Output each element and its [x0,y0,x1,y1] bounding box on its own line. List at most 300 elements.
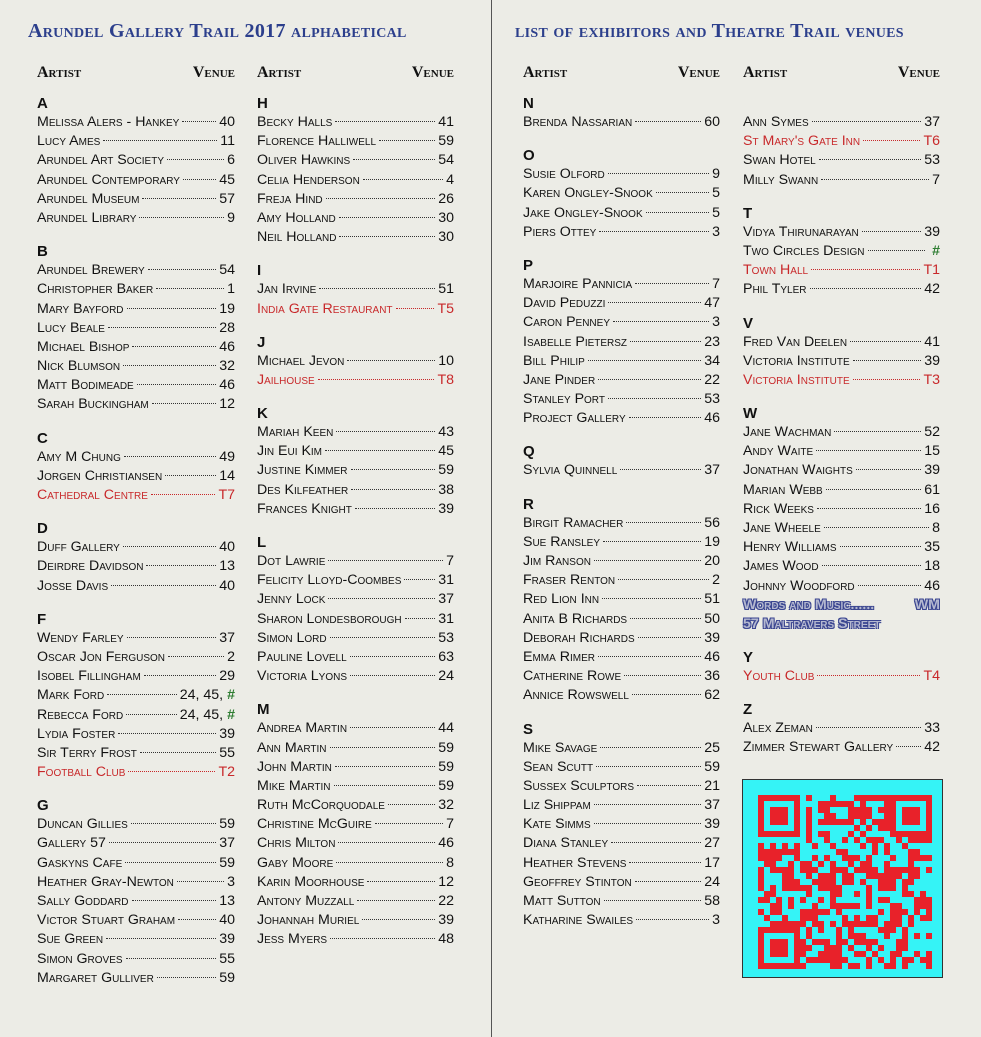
qr-module [824,801,830,807]
qr-module [794,927,800,933]
exhibitor-name: Youth Club [743,667,815,684]
exhibitor-entry [743,442,940,461]
exhibitor-name: Football Club [37,764,126,781]
qr-module [848,933,854,939]
exhibitor-entry [257,552,454,571]
exhibitor-entry [743,223,940,242]
qr-module [770,909,776,915]
qr-module [842,819,848,825]
qr-module [758,873,764,879]
exhibitor-entry [37,744,235,763]
exhibitor-name: Felicity Lloyd-Coombes [257,572,402,589]
exhibitor-entry [523,184,720,203]
qr-module [818,951,824,957]
qr-module [902,945,908,951]
qr-module [824,909,830,915]
qr-module [890,801,896,807]
exhibitor-entry [743,242,940,261]
dot-leader [107,694,177,695]
qr-module [812,855,818,861]
column-header [257,64,454,86]
exhibitor-entry [743,557,940,576]
qr-module [920,831,926,837]
letter-group [37,429,235,506]
venue-number: T7 [218,487,235,503]
qr-module [776,939,782,945]
exhibitor-name: Marian Webb [743,481,823,498]
qr-module [818,831,824,837]
qr-module [806,831,812,837]
qr-module [800,885,806,891]
letter-heading: H [257,95,268,112]
qr-module [890,903,896,909]
letter-group [37,242,235,415]
venue-number: 40 [219,114,235,130]
exhibitor-entry [257,442,454,461]
qr-module [878,837,884,843]
qr-module [848,903,854,909]
letter-heading: Z [743,700,753,718]
exhibitor-entry [37,648,235,667]
dot-leader [127,308,217,309]
qr-module [866,795,872,801]
venue-number: 36 [704,668,720,685]
exhibitor-entry [523,777,720,796]
qr-module [854,837,860,843]
qr-module [836,957,842,963]
qr-module [860,801,866,807]
qr-module [770,795,776,801]
dot-leader [151,494,216,495]
exhibitor-name: Gaskyns Cafe [37,854,123,871]
exhibitor-entry [523,796,720,815]
qr-module [914,933,920,939]
venue-number: 11 [220,133,235,150]
qr-module [782,939,788,945]
qr-module [854,795,860,801]
exhibitor-name: Vidya Thirunarayan [743,223,859,240]
exhibitor-name: Sir Terry Frost [37,744,137,761]
dot-leader [603,541,701,542]
exhibitor-name: Michael Bishop [37,338,130,355]
exhibitor-entry [523,533,720,552]
qr-module [902,957,908,963]
column-3 [523,64,720,944]
dot-leader [834,431,921,432]
qr-module [902,927,908,933]
qr-module [902,885,908,891]
words-music-venue: WM [914,596,940,613]
qr-module [782,879,788,885]
exhibitor-name: Victor Stuart Graham [37,912,176,929]
venue-number: 37 [924,114,940,130]
qr-module [800,915,806,921]
qr-module [890,963,896,969]
qr-module [770,855,776,861]
dot-leader [868,250,926,251]
qr-module [794,795,800,801]
dot-leader [123,546,216,547]
dot-leader [812,121,922,122]
venue-header: Venue [897,64,940,81]
exhibitor-name: Sue Green [37,931,104,948]
exhibitor-name: Zimmer Stewart Gallery [743,739,894,756]
qr-module [854,933,860,939]
dot-leader [618,579,709,580]
letter-heading: N [523,95,534,112]
dot-leader [106,938,216,939]
exhibitor-entry [257,930,454,949]
exhibitor-entry [37,261,235,280]
title-right: list of exhibitors and Theatre Trail venues [515,20,904,42]
venue-number: 9 [712,166,720,183]
qr-module [902,807,908,813]
exhibitor-name: Jorgen Christiansen [37,467,163,484]
qr-module [890,867,896,873]
letter-group [257,404,454,519]
exhibitor-name: Victoria Lyons [257,668,348,685]
dot-leader [613,321,709,322]
venue-number: T4 [923,667,940,684]
venue-number: 32 [219,358,235,375]
exhibitor-entry [523,590,720,609]
dot-leader [132,900,217,901]
qr-module [920,897,926,903]
qr-module [818,885,824,891]
venue-number: 13 [219,558,235,575]
dot-leader [594,823,702,824]
dot-leader [109,842,216,843]
artist-header: Artist [523,64,568,81]
exhibitor-name: Jenny Lock [257,591,326,608]
exhibitor-entry [37,667,235,686]
exhibitor-entry [257,739,454,758]
dot-leader [821,179,929,180]
exhibitor-entry [523,223,720,242]
qr-module [866,825,872,831]
letter-group [37,519,235,596]
exhibitor-name: David Peduzzi [523,295,606,312]
qr-module [800,939,806,945]
exhibitor-entry [37,357,235,376]
exhibitor-name: Becky Halls [257,114,333,130]
venue-number: 37 [704,462,720,479]
dot-leader [817,508,921,509]
qr-module [764,849,770,855]
qr-module [812,879,818,885]
exhibitor-entry [523,313,720,332]
qr-module [830,951,836,957]
exhibitor-entry [37,577,235,596]
exhibitor-name: Deirdre Davidson [37,558,144,575]
qr-module [830,885,836,891]
exhibitor-name: Justine Kimmer [257,462,348,479]
exhibitor-entry [37,376,235,395]
exhibitor-name: Des Kilfeather [257,481,349,498]
letter-heading: S [523,720,534,738]
qr-module [794,855,800,861]
exhibitor-entry [257,815,454,834]
qr-module [872,939,878,945]
qr-module [890,825,896,831]
exhibitor-name: Emma Rimer [523,648,595,665]
qr-module [908,867,914,873]
qr-module [794,813,800,819]
venue-number: T8 [437,371,454,388]
qr-module [884,867,890,873]
dot-leader [140,752,216,753]
exhibitor-entry [257,648,454,667]
column-2 [257,64,454,964]
qr-module [806,837,812,843]
exhibitor-entry [523,610,720,629]
exhibitor-entry [37,854,235,873]
dot-leader [330,747,436,748]
dot-leader [131,823,216,824]
theatre-venue-entry [743,667,940,686]
exhibitor-name: Sean Scutt [523,758,594,775]
qr-module [812,867,818,873]
qr-module [920,957,926,963]
qr-module [878,807,884,813]
qr-module [848,963,854,969]
qr-module [806,915,812,921]
venue-number: 44 [438,720,454,737]
qr-module [854,813,860,819]
qr-module [860,807,866,813]
qr-module [776,813,782,819]
qr-module [806,813,812,819]
qr-module [896,795,902,801]
venue-number: 43 [438,424,454,441]
exhibitor-entry [257,113,454,132]
exhibitor-name: Cathedral Centre [37,487,148,503]
qr-module [794,879,800,885]
letter-group [743,314,940,391]
dot-leader [148,269,217,270]
qr-module [764,891,770,897]
exhibitor-entry [257,280,454,299]
exhibitor-name: Christopher Baker [37,281,154,298]
exhibitor-entry [743,333,940,352]
qr-module [848,855,854,861]
letter-heading: K [257,405,268,423]
venue-number: 2 [227,648,235,665]
exhibitor-name: Jim Ranson [523,553,591,569]
qr-module [776,909,782,915]
qr-module [884,873,890,879]
theatre-venue-entry [743,261,940,280]
dot-leader [355,508,435,509]
exhibitor-name: Red Lion Inn [523,591,600,608]
qr-module [896,873,902,879]
qr-module [926,963,932,969]
venue-number: 19 [704,533,720,550]
exhibitor-name: Brenda Nassarian [523,114,633,130]
qr-module [782,795,788,801]
qr-module [776,819,782,825]
dot-leader [126,714,177,715]
qr-module [872,849,878,855]
venue-number: 5 [712,204,720,221]
exhibitor-name: Florence Halliwell [257,133,377,150]
theatre-venue-entry [743,371,940,390]
qr-module [890,885,896,891]
qr-module [758,807,764,813]
dot-leader [335,121,435,122]
qr-module [842,855,848,861]
qr-module [866,837,872,843]
exhibitor-name: Amy Holland [257,209,336,226]
venue-number: T1 [923,262,940,279]
dot-leader [108,327,216,328]
dot-leader [635,283,709,284]
exhibitor-entry [743,352,940,371]
qr-module [818,927,824,933]
venue-number: 6 [227,152,235,169]
qr-module [830,957,836,963]
qr-module [776,903,782,909]
qr-module [782,849,788,855]
venue-number: 39 [438,912,454,929]
dot-leader [127,637,217,638]
dot-leader [319,288,435,289]
qr-module [866,855,872,861]
qr-module [806,933,812,939]
exhibitor-name: Fred Van Deelen [743,333,848,350]
exhibitor-name: Annice Rowswell [523,687,629,704]
exhibitor-entry [523,294,720,313]
dot-leader [146,565,216,566]
qr-module [824,855,830,861]
exhibitor-entry [257,834,454,853]
exhibitor-entry [257,758,454,777]
exhibitor-name: James Wood [743,558,819,575]
words-music-dots: ...... [850,596,875,613]
exhibitor-entry [743,719,940,738]
exhibitor-name: Celia Henderson [257,171,360,188]
qr-module [770,927,776,933]
qr-module [812,957,818,963]
exhibitor-name: Sussex Sculptors [523,777,635,794]
venue-number: 5 [712,185,720,202]
exhibitor-name: Jin Eui Kim [257,443,323,460]
dot-leader [183,179,216,180]
exhibitor-name: Town Hall [743,262,809,279]
dot-leader [598,656,701,657]
venue-number: 17 [704,854,720,871]
qr-module [758,813,764,819]
qr-module [788,831,794,837]
venue-number: 7 [446,553,454,569]
letter-group [743,648,940,686]
dot-leader [330,637,436,638]
qr-module [902,831,908,837]
title-left: Arundel Gallery Trail 2017 alphabetical [28,20,407,42]
qr-module [860,939,866,945]
qr-module [836,963,842,969]
letter-heading: I [257,262,262,280]
venue-number: 20 [704,553,720,569]
qr-module [926,951,932,957]
exhibitor-entry [37,892,235,911]
qr-module [758,831,764,837]
exhibitor-entry [743,500,940,519]
qr-module [878,909,884,915]
qr-module [848,879,854,885]
exhibitor-name: St Mary's Gate Inn [743,133,861,150]
qr-module [830,891,836,897]
exhibitor-entry [257,854,454,873]
qr-module [758,825,764,831]
qr-module [830,879,836,885]
qr-module [926,855,932,861]
exhibitor-name: Victoria Institute [743,352,850,369]
qr-module [836,927,842,933]
qr-module [914,867,920,873]
qr-module [806,945,812,951]
qr-module [854,867,860,873]
qr-module [824,879,830,885]
qr-module [908,849,914,855]
exhibitor-entry [523,409,720,428]
qr-module [806,885,812,891]
venue-number: 3 [227,873,235,890]
exhibitor-name: Stanley Port [523,391,605,408]
qr-module [770,945,776,951]
exhibitor-entry [523,390,720,409]
qr-module [758,963,764,969]
qr-module [902,813,908,819]
dot-leader [362,919,435,920]
qr-module [926,819,932,825]
exhibitor-name: Alex Zeman [743,719,813,736]
qr-module [920,855,926,861]
qr-module [866,939,872,945]
qr-module [794,951,800,957]
qr-module [908,921,914,927]
qr-module [788,927,794,933]
dot-leader [339,236,435,237]
exhibitor-name: Freja Hind [257,190,323,207]
exhibitor-entry [523,514,720,533]
venue-number: 62 [704,687,720,704]
qr-module [890,795,896,801]
qr-module [770,885,776,891]
qr-module [848,927,854,933]
qr-module [860,879,866,885]
exhibitor-name: Victoria Institute [743,371,850,388]
page-divider [491,0,492,1037]
letter-heading: Y [743,648,754,666]
exhibitor-entry [37,209,235,228]
letter-group [743,94,940,190]
exhibitor-name: Rick Weeks [743,500,814,517]
qr-module [782,951,788,957]
qr-module [794,939,800,945]
qr-module [824,945,830,951]
exhibitor-name: Jane Wachman [743,424,832,441]
dot-leader [817,675,920,676]
qr-module [842,867,848,873]
dot-leader [156,288,224,289]
qr-module [926,909,932,915]
exhibitor-entry [37,538,235,557]
letter-heading: T [743,204,753,222]
qr-module [884,819,890,825]
qr-module [908,915,914,921]
exhibitor-entry [523,892,720,911]
